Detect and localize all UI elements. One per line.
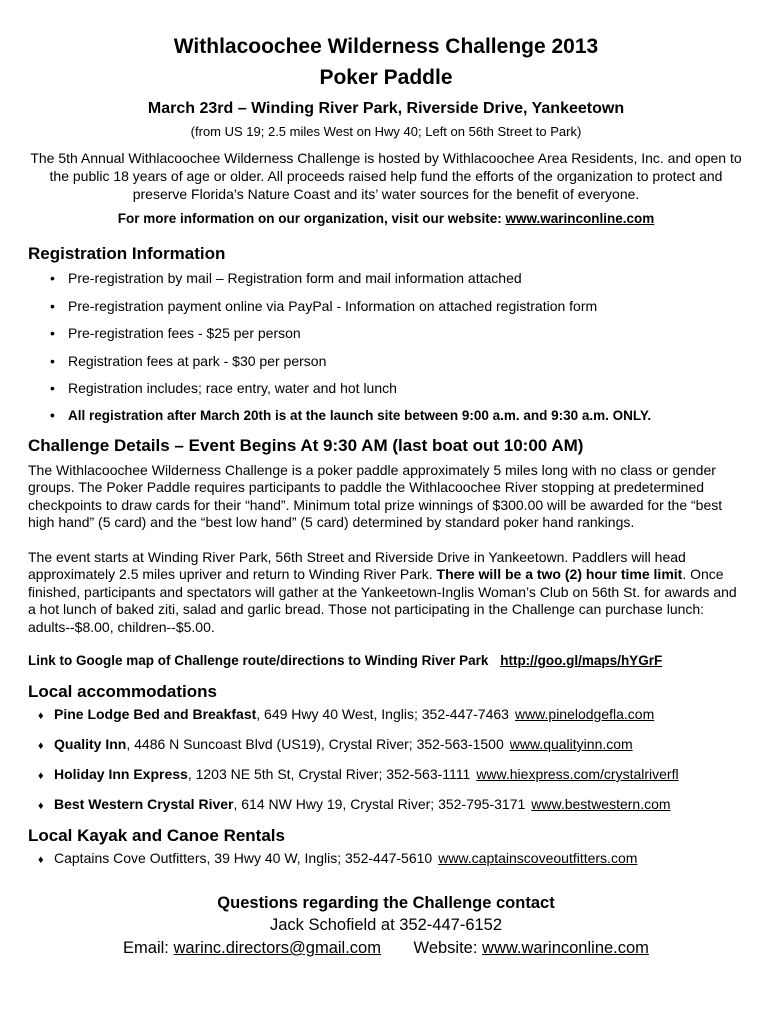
list-item: [38, 795, 744, 815]
list-item: [38, 735, 744, 755]
diamond-bullet-icon: ♦: [38, 740, 44, 752]
list-item: • Pre-registration fees - $25 per person: [50, 324, 744, 342]
accommodation-name: Best Western Crystal River: [54, 796, 234, 812]
diamond-bullet-icon: ♦: [38, 854, 44, 866]
diamond-bullet-icon: ♦: [38, 710, 44, 722]
questions-heading: Questions regarding the Challenge contact: [217, 894, 555, 912]
list-item: [38, 765, 744, 785]
rentals-heading: Local Kayak and Canoe Rentals: [28, 826, 285, 845]
list-item: • Registration includes; race entry, water and hot lunch: [50, 379, 744, 397]
event-subtitle-poker-paddle: Poker Paddle: [319, 66, 453, 89]
accommodations-heading: Local accommodations: [28, 682, 217, 701]
map-link-label: Link to Google map of Challenge route/directions to Winding River Park: [28, 653, 489, 668]
accommodation-name: Holiday Inn Express: [54, 766, 188, 782]
email-label: Email:: [123, 939, 169, 957]
event-date-location: March 23rd – Winding River Park, Riverside Drive, Yankeetown: [147, 100, 625, 117]
contact-footer: [28, 936, 744, 960]
contact-person: Jack Schofield at 352-447-6152: [269, 916, 503, 934]
list-item: • All registration after March 20th is at the launch site between 9:00 a.m. and 9:30 a.m. ONLY.: [50, 407, 744, 425]
event-title: Withlacoochee Wilderness Challenge 2013: [173, 35, 599, 58]
challenge-paragraph-1: The Withlacoochee Wilderness Challenge is a poker paddle approximately 5 miles long with no class or gender groups. The Poker Paddle requires participants to paddle the Withlacoochee River stopping at predetermined checkpoints to draw cards for their “hand”. Minimum total prize winnings of $300.00 will be awarded for the “best high hand” (5 card) and the “best low hand” (5 card) determined by standard poker hand rankings.: [28, 461, 723, 530]
accommodation-website-link[interactable]: www.qualityinn.com: [509, 736, 633, 752]
accommodation-name: Pine Lodge Bed and Breakfast: [54, 706, 257, 722]
accommodation-website-link[interactable]: www.hiexpress.com/crystalriverfl: [476, 766, 679, 782]
registration-list: [28, 269, 744, 425]
rentals-list: [28, 849, 744, 869]
challenge-paragraph-2-start: The event starts at Winding River Park, 56th Street and Riverside Drive in Yankeetown. Paddlers will head approximately 2.5 miles upriver and return to Winding River Park.: [28, 548, 686, 582]
accommodation-website-link[interactable]: www.bestwestern.com: [531, 796, 671, 812]
google-map-link[interactable]: http://goo.gl/maps/hYGrF: [500, 653, 663, 668]
registration-heading: Registration Information: [28, 244, 226, 263]
accommodations-list: [28, 705, 744, 815]
list-item: • Pre-registration by mail – Registration form and mail information attached: [50, 269, 744, 287]
accommodation-name: Quality Inn: [54, 736, 127, 752]
email-link[interactable]: warinc.directors@gmail.com: [173, 939, 381, 957]
list-item: [38, 705, 744, 725]
challenge-paragraph-2: [28, 549, 744, 637]
rental-website-link[interactable]: www.captainscoveoutfitters.com: [438, 850, 638, 866]
challenge-details-heading: Challenge Details – Event Begins At 9:30 AM (last boat out 10:00 AM): [28, 435, 584, 455]
time-limit-text: There will be a two (2) hour time limit: [436, 566, 683, 582]
driving-directions: (from US 19; 2.5 miles West on Hwy 40; Left on 56th Street to Park): [190, 124, 582, 139]
website-label: Website:: [413, 939, 478, 957]
accommodation-details: , 4486 N Suncoast Blvd (US19), Crystal River; 352-563-1500: [126, 736, 504, 752]
diamond-bullet-icon: ♦: [38, 770, 44, 782]
accommodation-details: , 1203 NE 5th St, Crystal River; 352-563-1111: [187, 766, 471, 782]
diamond-bullet-icon: ♦: [38, 800, 44, 812]
footer-website-link[interactable]: www.warinconline.com: [482, 939, 649, 957]
accommodation-details: , 649 Hwy 40 West, Inglis; 352-447-7463: [256, 706, 509, 722]
accommodation-website-link[interactable]: www.pinelodgefla.com: [514, 706, 655, 722]
list-item: • Registration fees at park - $30 per person: [50, 352, 744, 370]
list-item: [38, 849, 744, 869]
intro-paragraph: The 5th Annual Withlacoochee Wilderness Challenge is hosted by Withlacoochee Area Residents, Inc. and open to the public 18 years of age or older. All proceeds raised help fund the efforts of the organization to protect and preserve Florida’s Nature Coast and its’ water sources for the benefit of everyone.: [30, 150, 742, 202]
organization-website-link[interactable]: www.warinconline.com: [505, 211, 655, 226]
challenge-paragraph-2-end: . Once finished, participants and spectators will gather at the Yankeetown-Inglis Woman’s Club on 56th St. for awards and a hot lunch of baked ziti, salad and garlic bread. Those not participating in the Challenge can purchase lunch: adults--$8.00, children--$5.00.: [28, 566, 737, 635]
map-link-line: [28, 652, 744, 670]
more-info-line: [28, 210, 744, 228]
list-item: • Pre-registration payment online via PayPal - Information on attached registration form: [50, 297, 744, 315]
more-info-text: For more information on our organization, visit our website:: [117, 211, 502, 226]
accommodation-details: , 614 NW Hwy 19, Crystal River; 352-795-3171: [233, 796, 526, 812]
rental-details: Captains Cove Outfitters, 39 Hwy 40 W, Inglis; 352-447-5610: [54, 850, 433, 866]
